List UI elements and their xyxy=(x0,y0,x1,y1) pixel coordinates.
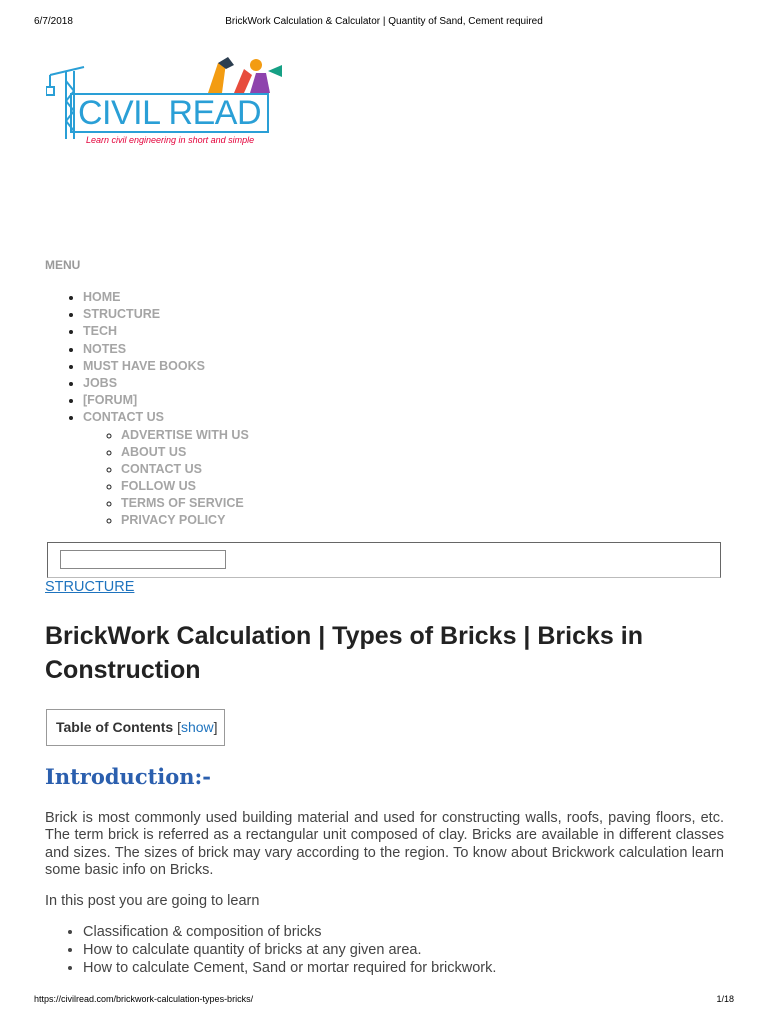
learn-lead: In this post you are going to learn xyxy=(45,893,260,909)
workers-illustration-icon xyxy=(204,55,284,95)
print-header xyxy=(34,16,734,30)
contact-submenu xyxy=(83,427,249,530)
toc-bracket-open: [ xyxy=(177,719,181,735)
main-nav xyxy=(45,289,249,527)
learn-list xyxy=(45,924,496,977)
search-input[interactable] xyxy=(60,550,226,569)
site-logo[interactable] xyxy=(44,55,284,147)
subnav-item-contact-us[interactable]: ◦ CONTACT US xyxy=(121,461,249,478)
list-item: • How to calculate Cement, Sand or mortar required for brickwork. xyxy=(83,960,496,978)
logo-tagline: Learn civil engineering in short and simple xyxy=(86,135,255,145)
print-footer xyxy=(34,994,734,1008)
nav-item-contact-us[interactable]: • CONTACT US ◦ ADVERTISE WITH US ◦ ABOUT US ◦ CONTACT US ◦ FOLLOW US ◦ TERMS OF SERVICE ◦ PRIVACY POLICY xyxy=(83,409,249,426)
logo-wordmark xyxy=(70,93,269,133)
subnav-item-about-us[interactable]: ◦ ABOUT US xyxy=(121,444,249,461)
print-url: https://civilread.com/brickwork-calculation-types-bricks/ xyxy=(34,994,254,1004)
subnav-item-follow-us[interactable]: ◦ FOLLOW US xyxy=(121,478,249,495)
category-link[interactable]: STRUCTURE xyxy=(45,579,135,595)
article-title: BrickWork Calculation | Types of Bricks | Bricks in Construction xyxy=(45,622,643,684)
nav-item-jobs[interactable]: • JOBS xyxy=(83,375,249,392)
list-item: • How to calculate quantity of bricks at any given area. xyxy=(83,942,496,960)
table-of-contents xyxy=(46,709,225,746)
toc-bracket-close: ] xyxy=(213,719,218,735)
logo-civil: CIVIL xyxy=(78,94,161,132)
toc-show-link[interactable]: show xyxy=(180,719,214,735)
nav-item-notes[interactable]: • NOTES xyxy=(83,341,249,358)
subnav-item-privacy[interactable]: ◦ PRIVACY POLICY xyxy=(121,512,249,529)
logo-read: READ xyxy=(168,94,262,132)
subnav-item-advertise[interactable]: ◦ ADVERTISE WITH US xyxy=(121,427,249,444)
nav-item-tech[interactable]: • TECH xyxy=(83,323,249,340)
intro-heading: Introduction:- xyxy=(45,764,212,789)
toc-title: Table of Contents xyxy=(56,719,174,735)
list-item: • Classification & composition of bricks xyxy=(83,924,496,942)
menu-label[interactable]: MENU xyxy=(45,258,81,272)
print-page-number: 1/18 xyxy=(716,994,734,1004)
search-bar xyxy=(47,542,721,578)
nav-item-home[interactable]: • HOME xyxy=(83,289,249,306)
print-title: BrickWork Calculation & Calculator | Quantity of Sand, Cement required xyxy=(225,16,543,27)
nav-item-structure[interactable]: • STRUCTURE xyxy=(83,306,249,323)
intro-paragraph: Brick is most commonly used building material and used for constructing walls, roofs, paving floors, etc. The term brick is referred as a rectangular unit composed of clay. Bricks are available in different classes and sizes. The sizes of brick may vary according to the region. To know about Brickwork calculation learn some basic info on Bricks. xyxy=(45,810,724,879)
nav-item-must-have-books[interactable]: • MUST HAVE BOOKS xyxy=(83,358,249,375)
subnav-item-terms[interactable]: ◦ TERMS OF SERVICE xyxy=(121,495,249,512)
print-date: 6/7/2018 xyxy=(34,16,73,27)
nav-item-forum[interactable]: • [FORUM] xyxy=(83,392,249,409)
